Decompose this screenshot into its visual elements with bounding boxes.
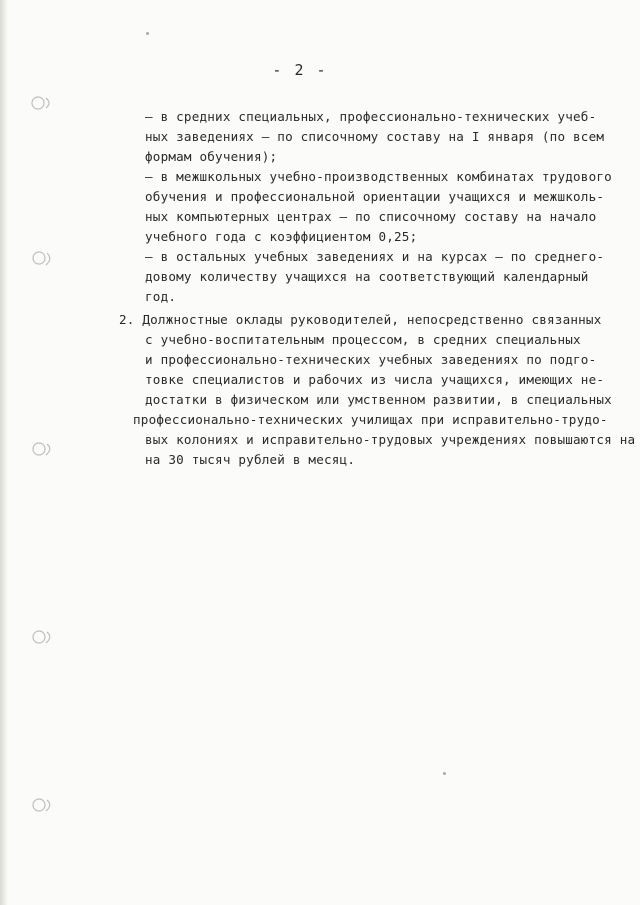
body-line: ных заведениях – по списочному составу на I января (по всем	[145, 129, 605, 144]
body-line: и профессионально-технических учебных заведениях по подго-	[145, 352, 597, 367]
scan-speck	[443, 772, 446, 775]
body-line: формам обучения);	[145, 149, 278, 164]
body-line: на 30 тысяч рублей в месяц.	[145, 452, 356, 467]
body-line: – в остальных учебных заведениях и на курсах – по среднего-	[145, 249, 605, 264]
binding-hole-mark	[30, 92, 56, 114]
body-line: довому количеству учащихся на соответствующий календарный	[145, 269, 589, 284]
binding-hole-mark	[30, 438, 56, 460]
binding-hole-mark	[30, 794, 56, 816]
body-line: учебного года с коэффициентом 0,25;	[145, 229, 418, 244]
body-line: товке специалистов и рабочих из числа учащихся, имеющих не-	[145, 372, 605, 387]
body-line: 2. Должностные оклады руководителей, непосредственно связанных	[119, 312, 602, 327]
body-line: профессионально-технических училищах при исправительно-трудо-	[133, 412, 608, 427]
scan-left-edge	[0, 0, 8, 905]
body-line: вых колониях и исправительно-трудовых учреждениях повышаются на	[145, 432, 636, 447]
body-line: ных компьютерных центрах – по списочному составу на начало	[145, 209, 597, 224]
body-line: год.	[145, 289, 177, 304]
binding-hole-mark	[30, 626, 56, 648]
body-line: с учебно-воспитательным процессом, в средних специальных	[145, 332, 581, 347]
body-line: – в межшкольных учебно-производственных комбинатах трудового	[145, 169, 612, 184]
body-line: обучения и профессиональной ориентации учащихся и межшколь-	[145, 189, 605, 204]
page-number: - 2 -	[272, 61, 328, 79]
body-line: – в средних специальных, профессионально-технических учеб-	[145, 109, 597, 124]
scan-speck	[146, 32, 149, 35]
body-line: достатки в физическом или умственном развитии, в специальных	[145, 392, 612, 407]
binding-hole-mark	[30, 248, 56, 270]
